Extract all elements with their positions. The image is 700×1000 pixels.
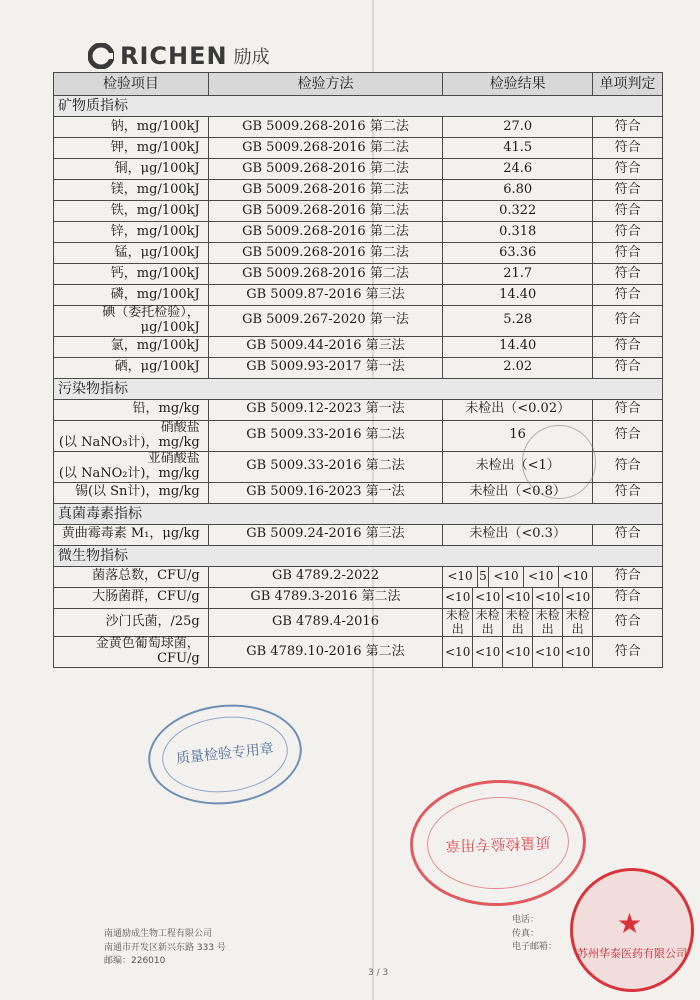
sub-result-cell: <10 [563, 637, 593, 667]
sub-result-cell: 未检出 [473, 609, 503, 637]
sub-result-cell: <10 [473, 588, 503, 608]
table-row [54, 159, 663, 180]
cell-judge: 符合 [593, 399, 663, 420]
cell-method: GB 5009.268-2016 第二法 [208, 117, 442, 138]
small-stamp [522, 425, 596, 499]
cell-method: GB 5009.267-2020 第一法 [208, 306, 442, 337]
cell-method: GB 5009.268-2016 第二法 [208, 243, 442, 264]
cell-item: 菌落总数，CFU/g [54, 566, 209, 587]
cell-judge: 符合 [593, 482, 663, 503]
table-row [54, 222, 663, 243]
table-row [54, 285, 663, 306]
cell-result: 未检出（<0.3） [443, 524, 593, 545]
sub-results-table [443, 637, 592, 667]
cell-result: 16 [443, 420, 593, 451]
cell-item: 磷，mg/100kJ [54, 285, 209, 306]
cell-method: GB 5009.268-2016 第二法 [208, 138, 442, 159]
footer-company: 南通励成生物工程有限公司 [104, 929, 213, 939]
header-method: 检验方法 [208, 73, 442, 96]
cell-item: 碘（委托检验），μg/100kJ [54, 306, 209, 337]
table-row [54, 336, 663, 357]
cell-method: GB 4789.2-2022 [208, 566, 442, 587]
cell-item-line1: 硝酸盐 [160, 419, 200, 435]
cell-item: 镁，mg/100kJ [54, 180, 209, 201]
cell-item: 黄曲霉毒素 M₁，μg/kg [54, 524, 209, 545]
cell-method: GB 5009.33-2016 第二法 [208, 451, 442, 482]
blue-inspection-seal [143, 697, 307, 812]
blue-seal-title: 质量检验专用章 [175, 740, 275, 768]
sub-results-row [443, 567, 592, 587]
page-number: 3 / 3 [368, 968, 389, 978]
sub-result-cell: <10 [473, 637, 503, 667]
sub-result-cell: 未检出 [533, 609, 563, 637]
footer-phone: 电话： [512, 915, 540, 925]
sub-result-cell: <10 [503, 637, 533, 667]
cell-judge: 符合 [593, 159, 663, 180]
cell-method: GB 5009.268-2016 第二法 [208, 222, 442, 243]
table-row [54, 243, 663, 264]
cell-method: GB 4789.10-2016 第二法 [208, 637, 442, 668]
sub-result-cell: <10 [563, 588, 593, 608]
header-result: 检验结果 [443, 73, 593, 96]
cell-judge: 符合 [593, 336, 663, 357]
cell-result: 27.0 [443, 117, 593, 138]
table-row [54, 201, 663, 222]
cell-item: 铁，mg/100kJ [54, 201, 209, 222]
sub-results-table [443, 609, 592, 637]
cell-result: 24.6 [443, 159, 593, 180]
cell-result: 2.02 [443, 357, 593, 378]
cell-item: 锰，μg/100kJ [54, 243, 209, 264]
sub-result-cell: <10 [445, 589, 471, 604]
table-row [54, 637, 663, 668]
cell-method: GB 5009.268-2016 第二法 [208, 264, 442, 285]
sub-result-cell: <10 [445, 644, 471, 659]
cell-judge: 符合 [593, 285, 663, 306]
company-logo [88, 42, 270, 70]
logo-cn-text: 励成 [233, 47, 270, 68]
cell-item: 沙门氏菌，/25g [54, 608, 209, 637]
report-table [53, 72, 663, 668]
cell-item: 锌，mg/100kJ [54, 222, 209, 243]
cell-judge: 符合 [593, 222, 663, 243]
sub-results-row [443, 637, 592, 667]
footer-postcode: 邮编：226010 [104, 956, 166, 966]
table-row [54, 117, 663, 138]
cell-item-line2: (以 NaNO₃计)，mg/kg [58, 434, 200, 450]
cell-result: 0.318 [443, 222, 593, 243]
sub-result-cell: 5 [477, 567, 488, 587]
section-header-row [54, 545, 663, 566]
sub-result-cell: <10 [558, 567, 592, 587]
cell-method: GB 5009.44-2016 第三法 [208, 336, 442, 357]
cell-judge: 符合 [593, 420, 663, 451]
table-row [54, 306, 663, 337]
footer-left-address [104, 928, 226, 969]
cell-judge: 符合 [593, 608, 663, 637]
sub-results-row [443, 609, 592, 637]
cell-result: 14.40 [443, 285, 593, 306]
footer-address: 南通市开发区新兴东路 333 号 [104, 942, 226, 953]
cell-result: 0.322 [443, 201, 593, 222]
cell-judge: 符合 [593, 180, 663, 201]
header-judge: 单项判定 [593, 73, 663, 96]
report-table-body [54, 73, 663, 668]
section-title: 真菌毒素指标 [54, 503, 663, 524]
cell-judge: 符合 [593, 117, 663, 138]
cell-method: GB 5009.16-2023 第一法 [208, 482, 442, 503]
cell-item [54, 420, 209, 451]
cell-results [443, 637, 593, 668]
cell-item: 锡(以 Sn计)，mg/kg [54, 482, 209, 503]
cell-result: 41.5 [443, 138, 593, 159]
cell-method: GB 5009.24-2016 第三法 [208, 524, 442, 545]
table-header-row [54, 73, 663, 96]
cell-judge: 符合 [593, 264, 663, 285]
section-header-row [54, 378, 663, 399]
sub-result-cell: 未检出 [563, 609, 593, 637]
cell-item-line2: (以 NaNO₂计)，mg/kg [58, 465, 200, 481]
sub-result-cell: <10 [503, 588, 533, 608]
cell-method: GB 4789.3-2016 第二法 [208, 587, 442, 608]
cell-judge: 符合 [593, 451, 663, 482]
logo-text: RICHEN [120, 42, 228, 70]
cell-item: 大肠菌群，CFU/g [54, 587, 209, 608]
corner-seal-title: 苏州华泰医药有限公司 [577, 947, 687, 960]
table-row [54, 264, 663, 285]
cell-judge: 符合 [593, 637, 663, 668]
cell-method: GB 5009.268-2016 第二法 [208, 201, 442, 222]
red-inspection-seal [408, 777, 588, 909]
cell-result: 未检出（<0.8） [443, 482, 593, 503]
sub-results-table [443, 588, 592, 608]
section-header-row [54, 503, 663, 524]
section-title: 污染物指标 [54, 378, 663, 399]
cell-judge: 符合 [593, 306, 663, 337]
table-row [54, 587, 663, 608]
sub-result-cell: <10 [533, 637, 563, 667]
footer-fax: 传真： [512, 928, 540, 939]
cell-results [443, 587, 593, 608]
cell-item [54, 451, 209, 482]
sub-result-cell: <10 [489, 567, 524, 587]
cell-item: 钙，mg/100kJ [54, 264, 209, 285]
cell-method: GB 5009.33-2016 第二法 [208, 420, 442, 451]
sub-results-row [443, 588, 592, 608]
cell-item: 硒，μg/100kJ [54, 357, 209, 378]
star-icon: ★ [617, 907, 643, 940]
cell-method: GB 5009.87-2016 第三法 [208, 285, 442, 306]
cell-judge: 符合 [593, 138, 663, 159]
cell-judge: 符合 [593, 566, 663, 587]
table-row [54, 524, 663, 545]
cell-method: GB 5009.12-2023 第一法 [208, 399, 442, 420]
sub-results-table [443, 567, 592, 587]
table-row [54, 180, 663, 201]
cell-result: 5.28 [443, 306, 593, 337]
table-row [54, 608, 663, 637]
header-item: 检验项目 [54, 73, 209, 96]
cell-method: GB 5009.93-2017 第一法 [208, 357, 442, 378]
corner-company-seal [570, 868, 694, 992]
cell-result: 6.80 [443, 180, 593, 201]
cell-result: 未检出（<0.02） [443, 399, 593, 420]
cell-result: 未检出（<1） [443, 451, 593, 482]
cell-judge: 符合 [593, 201, 663, 222]
cell-item: 铅，mg/kg [54, 399, 209, 420]
sub-result-cell: <10 [533, 588, 563, 608]
sub-result-cell: <10 [523, 567, 558, 587]
sub-result-cell: 未检出 [503, 609, 533, 637]
table-row [54, 399, 663, 420]
cell-result: 14.40 [443, 336, 593, 357]
logo-mark-icon [88, 43, 114, 69]
cell-results [443, 608, 593, 637]
section-title: 矿物质指标 [54, 96, 663, 117]
table-row [54, 566, 663, 587]
cell-item: 金黄色葡萄球菌，CFU/g [54, 637, 209, 668]
cell-judge: 符合 [593, 524, 663, 545]
cell-judge: 符合 [593, 587, 663, 608]
cell-method: GB 5009.268-2016 第二法 [208, 159, 442, 180]
cell-item-line1: 亚硝酸盐 [147, 450, 200, 466]
cell-item: 铜，μg/100kJ [54, 159, 209, 180]
cell-item: 氯，mg/100kJ [54, 336, 209, 357]
cell-method: GB 5009.268-2016 第二法 [208, 180, 442, 201]
sub-result-cell: <10 [447, 568, 473, 583]
cell-method: GB 4789.4-2016 [208, 608, 442, 637]
cell-judge: 符合 [593, 243, 663, 264]
cell-item: 钠，mg/100kJ [54, 117, 209, 138]
section-header-row [54, 96, 663, 117]
footer-right-contact [512, 914, 557, 955]
cell-result: 21.7 [443, 264, 593, 285]
section-title: 微生物指标 [54, 545, 663, 566]
cell-results [443, 566, 593, 587]
table-row [54, 138, 663, 159]
cell-item: 钾，mg/100kJ [54, 138, 209, 159]
cell-result: 63.36 [443, 243, 593, 264]
table-row [54, 357, 663, 378]
red-seal-title: 质量检验专用章 [445, 833, 551, 855]
cell-judge: 符合 [593, 357, 663, 378]
sub-result-cell: 未检出 [445, 607, 470, 636]
footer-email: 电子邮箱： [512, 942, 558, 952]
